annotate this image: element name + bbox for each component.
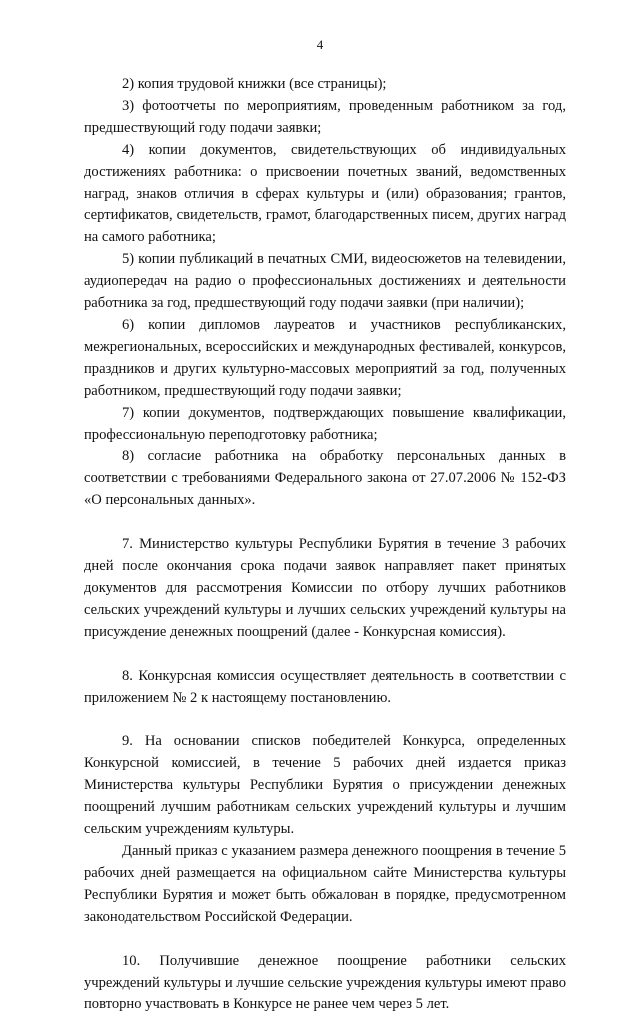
section-7-paragraph: 7. Министерство культуры Республики Бурятия в течение 3 рабочих дней после окончания срока подачи заявок направляет пакет принятых документов для рассмотрения Комиссии по отбору лучших работников сельских учреждений культуры и лучших сельских учреждений культуры на присуждение денежных поощрений (далее - Конкурсная комиссия). (84, 536, 566, 640)
list-item-6-diplomas: 6) копии дипломов лауреатов и участников республиканских, межрегиональных, всероссийских и международных фестивалей, конкурсов, праздников и других культурно-массовых мероприятий за год, полученных работником, предшествующий году подачи заявки; (84, 316, 566, 399)
document-body (84, 74, 566, 1016)
list-item-3-photo-reports: 3) фотоотчеты по мероприятиям, проведенным работником за год, предшествующий году подачи заявки; (84, 97, 566, 136)
section-10-paragraph: 10. Получившие денежное поощрение работники сельских учреждений культуры и лучшие сельские учреждения культуры имеют право повторно участвовать в Конкурсе не ранее чем через 5 лет. (84, 952, 566, 1013)
list-item-2-employment-record: 2) копия трудовой книжки (все страницы); (122, 76, 387, 92)
page-number: 4 (316, 37, 324, 52)
list-item-7-qualification-documents: 7) копии документов, подтверждающих повышение квалификации, профессиональную переподготовку работника; (84, 404, 566, 443)
list-item-8-personal-data-consent: 8) согласие работника на обработку персональных данных в соответствии с требованиями Федерального закона от 27.07.2006 № 152-ФЗ «О персональных данных». (84, 448, 566, 509)
list-item-4-achievement-documents: 4) копии документов, свидетельствующих об индивидуальных достижениях работника: о присвоении почетных званий, ведомственных наград, знаков отличия в сферах культуры и (или) образования; грантов, сертификатов, свидетельств, грамот, благодарственных писем, других наград на самого работника; (84, 141, 566, 246)
section-9-paragraph: 9. На основании списков победителей Конкурса, определенных Конкурсной комиссией, в течение 5 рабочих дней издается приказ Министерства культуры Республики Бурятия о присуждении денежных поощрений лучшим работникам сельских учреждений культуры и лучшим сельским учреждениям культуры. (84, 733, 566, 838)
list-item-5-media-publications: 5) копии публикаций в печатных СМИ, видеосюжетов на телевидении, аудиопередач на радио о профессиональных достижениях и деятельности работника за год, предшествующий году подачи заявки (при наличии); (84, 251, 566, 312)
section-9-order-paragraph: Данный приказ с указанием размера денежного поощрения в течение 5 рабочих дней размещается на официальном сайте Министерства культуры Республики Бурятия и может быть обжалован в порядке, предусмотренном законодательством Российской Федерации. (84, 843, 566, 925)
section-8-paragraph: 8. Конкурсная комиссия осуществляет деятельность в соответствии с приложением № 2 к настоящему постановлению. (84, 667, 566, 706)
